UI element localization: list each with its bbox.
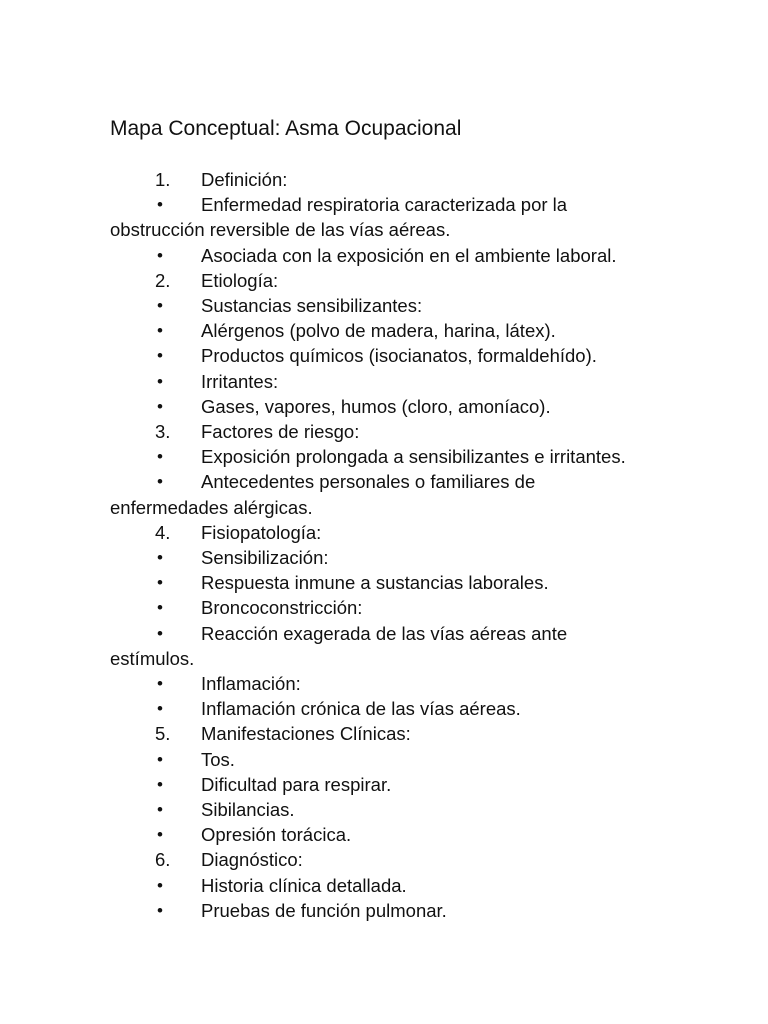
bullet-item (110, 394, 670, 419)
bullet-marker: • (157, 875, 163, 895)
bullet-marker: • (157, 749, 163, 769)
item-text-continuation: obstrucción reversible de las vías aéreas. (110, 219, 451, 241)
item-text: Factores de riesgo: (201, 421, 360, 443)
item-text: Broncoconstricción: (201, 597, 363, 619)
bullet-item (110, 797, 670, 822)
item-text: Fisiopatología: (201, 521, 322, 543)
item-text: Respuesta inmune a sustancias laborales. (201, 572, 549, 594)
numbered-heading (110, 721, 670, 746)
item-text: Diagnóstico: (201, 849, 303, 871)
item-text: Reacción exagerada de las vías aéreas ante (201, 622, 568, 644)
bullet-item (110, 747, 670, 772)
bullet-marker: • (157, 447, 163, 467)
item-text: Alérgenos (polvo de madera, harina, látex). (201, 320, 556, 342)
item-text: Opresión torácica. (201, 824, 352, 846)
bullet-item (110, 444, 670, 469)
bullet-item (110, 318, 670, 343)
item-text: Pruebas de función pulmonar. (201, 899, 447, 921)
bullet-item (110, 369, 670, 394)
numbered-heading (110, 847, 670, 872)
item-text: Irritantes: (201, 370, 279, 392)
number-marker: 4. (155, 521, 171, 543)
item-text: Sibilancias. (201, 799, 295, 821)
bullet-item (110, 696, 670, 721)
bullet-marker: • (157, 573, 163, 593)
bullet-marker: • (157, 774, 163, 794)
bullet-marker: • (157, 825, 163, 845)
item-text: Tos. (201, 748, 235, 770)
bullet-item (110, 243, 670, 268)
bullet-item (110, 621, 670, 671)
item-text: Antecedentes personales o familiares de (201, 471, 536, 493)
number-marker: 3. (155, 421, 171, 443)
number-marker: 5. (155, 723, 171, 745)
numbered-heading (110, 520, 670, 545)
bullet-item (110, 469, 670, 519)
item-text-continuation: enfermedades alérgicas. (110, 496, 313, 518)
bullet-item (110, 898, 670, 923)
numbered-heading (110, 268, 670, 293)
bullet-marker: • (157, 623, 163, 643)
bullet-item (110, 293, 670, 318)
item-text: Sensibilización: (201, 547, 329, 569)
bullet-item (110, 545, 670, 570)
item-text: Historia clínica detallada. (201, 874, 407, 896)
item-text: Gases, vapores, humos (cloro, amoníaco). (201, 395, 551, 417)
bullet-marker: • (157, 371, 163, 391)
bullet-item (110, 671, 670, 696)
bullet-marker: • (157, 800, 163, 820)
bullet-marker: • (157, 598, 163, 618)
number-marker: 2. (155, 269, 171, 291)
bullet-item (110, 570, 670, 595)
number-marker: 1. (155, 169, 171, 190)
document-title: Mapa Conceptual: Asma Ocupacional (110, 117, 462, 140)
item-text: Etiología: (201, 269, 279, 291)
bullet-marker: • (157, 195, 163, 215)
bullet-marker: • (157, 346, 163, 366)
bullet-item (110, 873, 670, 898)
numbered-heading (110, 419, 670, 444)
bullet-marker: • (157, 396, 163, 416)
item-text: Enfermedad respiratoria caracterizada por la (201, 194, 568, 216)
item-text: Dificultad para respirar. (201, 773, 392, 795)
item-text: Sustancias sensibilizantes: (201, 295, 423, 317)
bullet-item (110, 822, 670, 847)
bullet-marker: • (157, 245, 163, 265)
bullet-marker: • (157, 296, 163, 316)
bullet-marker: • (157, 321, 163, 341)
bullet-item (110, 192, 670, 242)
bullet-marker: • (157, 900, 163, 920)
item-text: Productos químicos (isocianatos, formaldehído). (201, 345, 597, 367)
item-text: Manifestaciones Clínicas: (201, 723, 411, 745)
item-text: Definición: (201, 169, 288, 190)
bullet-marker: • (157, 548, 163, 568)
item-text-continuation: estímulos. (110, 647, 195, 669)
numbered-heading (110, 167, 670, 192)
item-text: Inflamación crónica de las vías aéreas. (201, 698, 521, 720)
outline-list (110, 167, 670, 923)
bullet-item (110, 772, 670, 797)
bullet-marker: • (157, 699, 163, 719)
item-text: Inflamación: (201, 673, 301, 695)
item-text: Asociada con la exposición en el ambiente laboral. (201, 244, 617, 266)
bullet-marker: • (157, 472, 163, 492)
bullet-item (110, 343, 670, 368)
bullet-item (110, 595, 670, 620)
bullet-marker: • (157, 674, 163, 694)
number-marker: 6. (155, 849, 171, 871)
item-text: Exposición prolongada a sensibilizantes e irritantes. (201, 446, 626, 468)
